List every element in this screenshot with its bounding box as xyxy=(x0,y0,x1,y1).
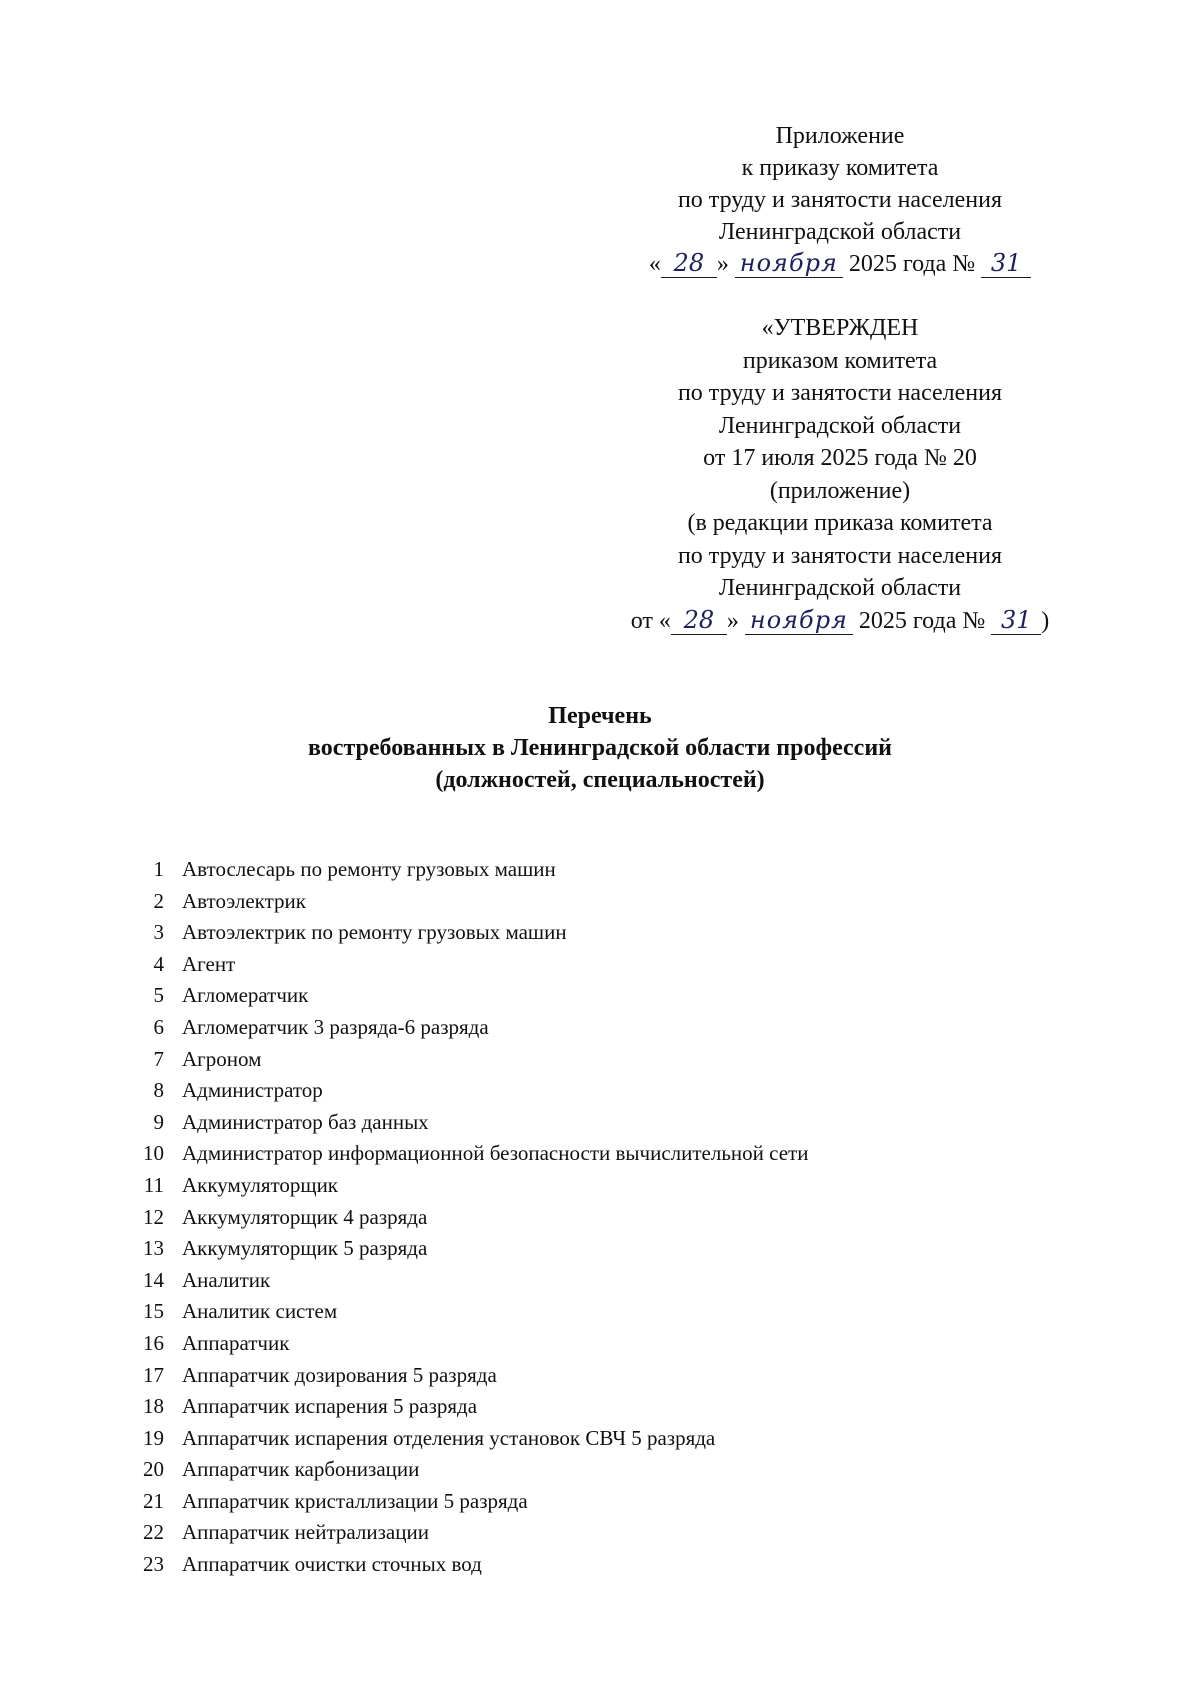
handwritten-day: 28 xyxy=(661,249,717,278)
list-item xyxy=(120,1391,1020,1423)
item-text: Аппаратчик xyxy=(182,1330,290,1355)
date-prefix: от « xyxy=(630,607,671,634)
item-number: 18 xyxy=(143,1394,164,1419)
title-line: востребованных в Ленинградской области профессий xyxy=(308,735,892,761)
list-item xyxy=(120,1202,1020,1234)
item-text: Аппаратчик дозирования 5 разряда xyxy=(182,1362,497,1387)
list-item xyxy=(120,1328,1020,1360)
item-number: 22 xyxy=(143,1520,164,1545)
item-number: 3 xyxy=(153,920,164,945)
appendix-line: к приказу комитета xyxy=(741,155,939,181)
list-item xyxy=(120,1233,1020,1265)
item-number: 11 xyxy=(143,1172,164,1197)
approval-date-line xyxy=(590,605,1090,638)
list-item xyxy=(120,917,1020,949)
item-number: 20 xyxy=(143,1457,164,1482)
list-item xyxy=(120,1138,1020,1170)
list-item xyxy=(120,886,1020,918)
approval-line: Ленинградской области xyxy=(718,575,962,601)
list-item xyxy=(120,1265,1020,1297)
item-number: 4 xyxy=(153,951,164,976)
list-item xyxy=(120,1075,1020,1107)
appendix-line: по труду и занятости населения xyxy=(677,187,1003,213)
item-number: 23 xyxy=(143,1552,164,1577)
list-item xyxy=(120,1296,1020,1328)
item-text: Аккумуляторщик 4 разряда xyxy=(182,1204,428,1229)
approval-line: от 17 июля 2025 года № 20 xyxy=(703,445,977,471)
item-number: 5 xyxy=(153,983,164,1008)
title-line: Перечень xyxy=(548,703,652,729)
date-close-paren: ) xyxy=(1041,607,1050,634)
list-item xyxy=(120,1170,1020,1202)
list-item xyxy=(120,980,1020,1012)
item-text: Аппаратчик испарения 5 разряда xyxy=(182,1394,478,1419)
date-quote-open: « xyxy=(648,251,661,277)
item-text: Аккумуляторщик xyxy=(182,1172,339,1197)
approval-line: приказом комитета xyxy=(742,347,938,374)
handwritten-order-number: 31 xyxy=(981,249,1031,278)
item-text: Администратор информационной безопасности вычислительной сети xyxy=(182,1141,809,1166)
item-number: 8 xyxy=(153,1078,164,1103)
item-text: Автоэлектрик xyxy=(182,888,306,913)
list-item xyxy=(120,1486,1020,1518)
approval-line: Ленинградской области xyxy=(718,412,962,439)
handwritten-order-number: 31 xyxy=(991,606,1041,635)
item-text: Аппаратчик нейтрализации xyxy=(182,1520,429,1545)
item-text: Администратор баз данных xyxy=(182,1109,429,1134)
appendix-line: Ленинградской области xyxy=(718,219,962,245)
item-number: 2 xyxy=(153,888,164,913)
item-number: 19 xyxy=(143,1425,164,1450)
list-item xyxy=(120,854,1020,886)
approval-line: (в редакции приказа комитета xyxy=(687,510,993,536)
item-text: Агент xyxy=(182,951,236,976)
list-item xyxy=(120,1423,1020,1455)
profession-list xyxy=(120,854,1020,1581)
appendix-date-line xyxy=(590,248,1090,280)
handwritten-month: ноября xyxy=(745,606,853,635)
approval-line: по труду и занятости населения xyxy=(677,380,1003,406)
list-item xyxy=(120,1549,1020,1581)
item-number: 13 xyxy=(143,1236,164,1261)
item-text: Автослесарь по ремонту грузовых машин xyxy=(182,857,556,881)
item-number: 17 xyxy=(143,1362,164,1387)
handwritten-month: ноября xyxy=(735,249,843,278)
list-item xyxy=(120,1107,1020,1139)
item-text: Агломератчик xyxy=(182,983,309,1008)
item-number: 1 xyxy=(153,857,164,881)
item-text: Автоэлектрик по ремонту грузовых машин xyxy=(182,920,567,945)
item-text: Аппаратчик испарения отделения установок СВЧ 5 разряда xyxy=(182,1425,716,1450)
item-number: 7 xyxy=(153,1046,164,1071)
item-number: 9 xyxy=(153,1109,164,1134)
date-quote-close: » xyxy=(726,607,739,634)
item-number: 16 xyxy=(143,1330,164,1355)
date-quote-close: » xyxy=(716,251,729,277)
item-text: Аналитик xyxy=(182,1267,271,1292)
item-number: 21 xyxy=(143,1488,164,1513)
item-number: 15 xyxy=(143,1299,164,1324)
item-text: Аппаратчик кристаллизации 5 разряда xyxy=(182,1488,528,1513)
item-text: Аппаратчик очистки сточных вод xyxy=(182,1552,482,1577)
approval-title: «УТВЕРЖДЕН xyxy=(761,315,919,341)
document-title xyxy=(200,700,1000,796)
item-number: 14 xyxy=(143,1267,164,1292)
item-text: Аналитик систем xyxy=(182,1299,338,1324)
date-year-text: 2025 года № xyxy=(858,607,986,634)
approval-header xyxy=(590,312,1090,637)
item-number: 12 xyxy=(143,1204,164,1229)
appendix-title: Приложение xyxy=(775,123,905,149)
appendix-header xyxy=(590,120,1090,280)
list-item xyxy=(120,1454,1020,1486)
date-year-text: 2025 года № xyxy=(848,251,976,277)
handwritten-day: 28 xyxy=(671,606,727,635)
list-item xyxy=(120,1012,1020,1044)
list-item xyxy=(120,949,1020,981)
item-text: Аппаратчик карбонизации xyxy=(182,1457,420,1482)
list-item xyxy=(120,1517,1020,1549)
title-line: (должностей, специальностей) xyxy=(435,767,765,793)
list-item xyxy=(120,1360,1020,1392)
item-number: 6 xyxy=(153,1014,164,1039)
list-item xyxy=(120,1044,1020,1076)
item-number: 10 xyxy=(143,1141,164,1166)
approval-line: по труду и занятости населения xyxy=(677,542,1003,569)
item-text: Аккумуляторщик 5 разряда xyxy=(182,1236,428,1261)
item-text: Агроном xyxy=(182,1046,262,1071)
item-text: Агломератчик 3 разряда-6 разряда xyxy=(182,1014,489,1039)
item-text: Администратор xyxy=(182,1078,323,1103)
approval-line: (приложение) xyxy=(769,477,911,504)
